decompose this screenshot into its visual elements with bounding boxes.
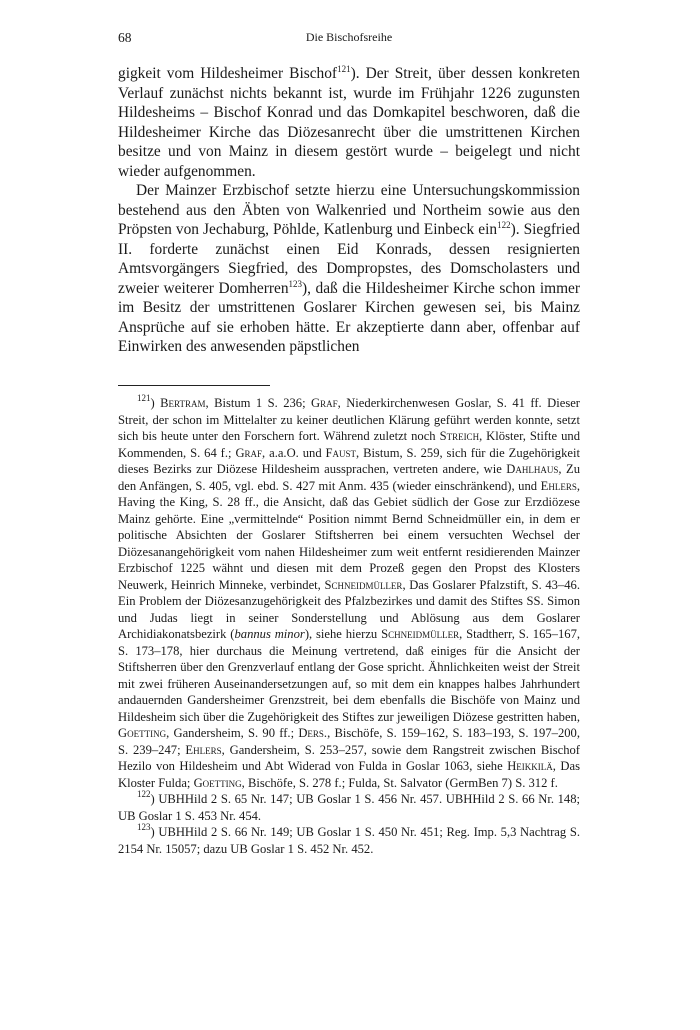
footnote-ref-123[interactable]: 123 bbox=[288, 278, 303, 289]
paragraph-1: gigkeit vom Hildesheimer Bischof$^{121}$). Der Streit, über dessen konkreten Verlauf zunächst nichts bekannt ist, wurde im Frühjahr 1226 zugunsten Hildesheims – Bischof Konrad und das Domkapitel beschworen, daß die Hildesheimer Kirche das Diözesanrecht über die umstrittenen Kirchen besitze und von Mainz in diesem gestört wurde – beigelegt und nicht wieder aufgenommen. bbox=[118, 64, 580, 180]
running-title: Die Bischofsreihe bbox=[305, 30, 393, 44]
page-number: 68 bbox=[118, 30, 132, 45]
footnote-122: $^{122}$) UBHHild 2 S. 65 Nr. 147; UB Goslar 1 S. 456 Nr. 457. UBHHild 2 S. 66 Nr. 148; UB Goslar 1 S. 453 Nr. 454. bbox=[118, 789, 580, 823]
paragraph-2: Der Mainzer Erzbischof setzte hierzu eine Untersuchungskommission bestehend aus den Äbten von Walkenried und Northeim sowie aus den Pröpsten von Jechaburg, Pöhlde, Katlenburg und Einbeck ein$^{122}$). Siegfried II. forderte zunächst einen Eid Konrads, dessen resignierten Amtsvorgängers Siegfried, des Dompropstes, des Domscholasters und zweier weiterer Domherren$^{123}$), daß die Hildesheimer Kirche schon immer im Besitz der umstrittenen Goslarer Kirchen gewesen sei, bis Mainz Ansprüche auf sie erhoben hätte. Er akzeptierte dann aber, offenbar auf Einwirken des anwesenden päpstlichen bbox=[118, 182, 581, 355]
footnote-ref-122[interactable]: 122 bbox=[497, 220, 511, 230]
footnote-separator bbox=[118, 385, 270, 386]
running-header bbox=[118, 30, 580, 50]
footnote-121: $^{121}$) Bertram, Bistum 1 S. 236; Graf, Niederkirchenwesen Goslar, S. 41 ff. Dieser Streit, der schon im Mittelalter zu keiner deutlichen Klärung geführt werden konnte, setzt sich bis heute unter den Forschern fort. Während zuletzt noch Streich, Klöster, Stifte und Kommenden, S. 64 f.; Graf, a.a.O. und Faust, Bistum, S. 259, sich für die Zugehörigkeit dieses Bezirks zur Diözese Hildesheim aussprachen, vertreten andere, wie Dahlhaus, Zu den Anfängen, S. 405, vgl. ebd. S. 427 mit Anm. 435 (wieder einschränkend), und Ehlers, Having the King, S. 28 ff., die Ansicht, daß das Gebiet südlich der Gose zur Erzdiözese Mainz gehörte. Eine „vermittelnde“ Position nimmt Bernd Schneidmüller ein, in dem er politische Absichten der Goslarer Stiftsherren bei einem versuchten Wechsel der Diözesanangehörigkeit vom nahen Hildesheimer zum weit entfernt residierenden Mainzer Erzbischof 1225 wähnt und diesen mit dem Prozeß gegen den Propst des Klosters Neuwerk, Heinrich Minneke, verbindet, Schneidmüller, Das Goslarer Pfalzstift, S. 43–46. Ein Problem der Diözesanzugehörigkeit des Pfalzbezirkes und damit des Stiftes SS. Simon und Judas liegt in seiner Sonderstellung und Ablösung aus dem Goslarer Archidiakonatsbezirk (bannus minor), siehe hierzu Schneidmüller, Stadtherr, S. 165–167, S. 173–178, hier durchaus die Meinung vertretend, daß einiges für die Ansicht der Stiftsherren über den Grenzverlauf entlang der Gose spricht. Ähnlichkeiten weist der Streit mit zwei früheren Auseinandersetzungen auf, so mit dem ein knappes halbes Jahrhundert andauernden Gandersheimer Grenzstreit, bei dem ebenfalls die Bischöfe von Mainz und Hildesheim sich über die Zugehörigkeit des Stiftes zur jeweiligen Diözese gestritten haben, Goetting, Gandersheim, S. 90 ff.; Ders., Bischöfe, S. 159–162, S. 183–193, S. 197–200, S. 239–247; Ehlers, Gandersheim, S. 253–257, sowie dem Rangstreit zwischen Bischof Hezilo von Hildesheim und Abt Widerad von Fulda in Goslar 1063, siehe Heikkilä, Das Kloster Fulda; Goetting, Bischöfe, S. 278 f.; Fulda, St. Salvator (GermBen 7) S. 312 f. bbox=[118, 393, 581, 790]
footnote-ref-121[interactable]: 121 bbox=[337, 64, 351, 74]
footnotes bbox=[118, 395, 580, 857]
footnote-123: $^{123}$) UBHHild 2 S. 66 Nr. 149; UB Goslar 1 S. 450 Nr. 451; Reg. Imp. 5,3 Nachtrag S. 2154 Nr. 15057; dazu UB Goslar 1 S. 452 Nr. 452. bbox=[118, 822, 580, 856]
main-text bbox=[118, 64, 580, 357]
